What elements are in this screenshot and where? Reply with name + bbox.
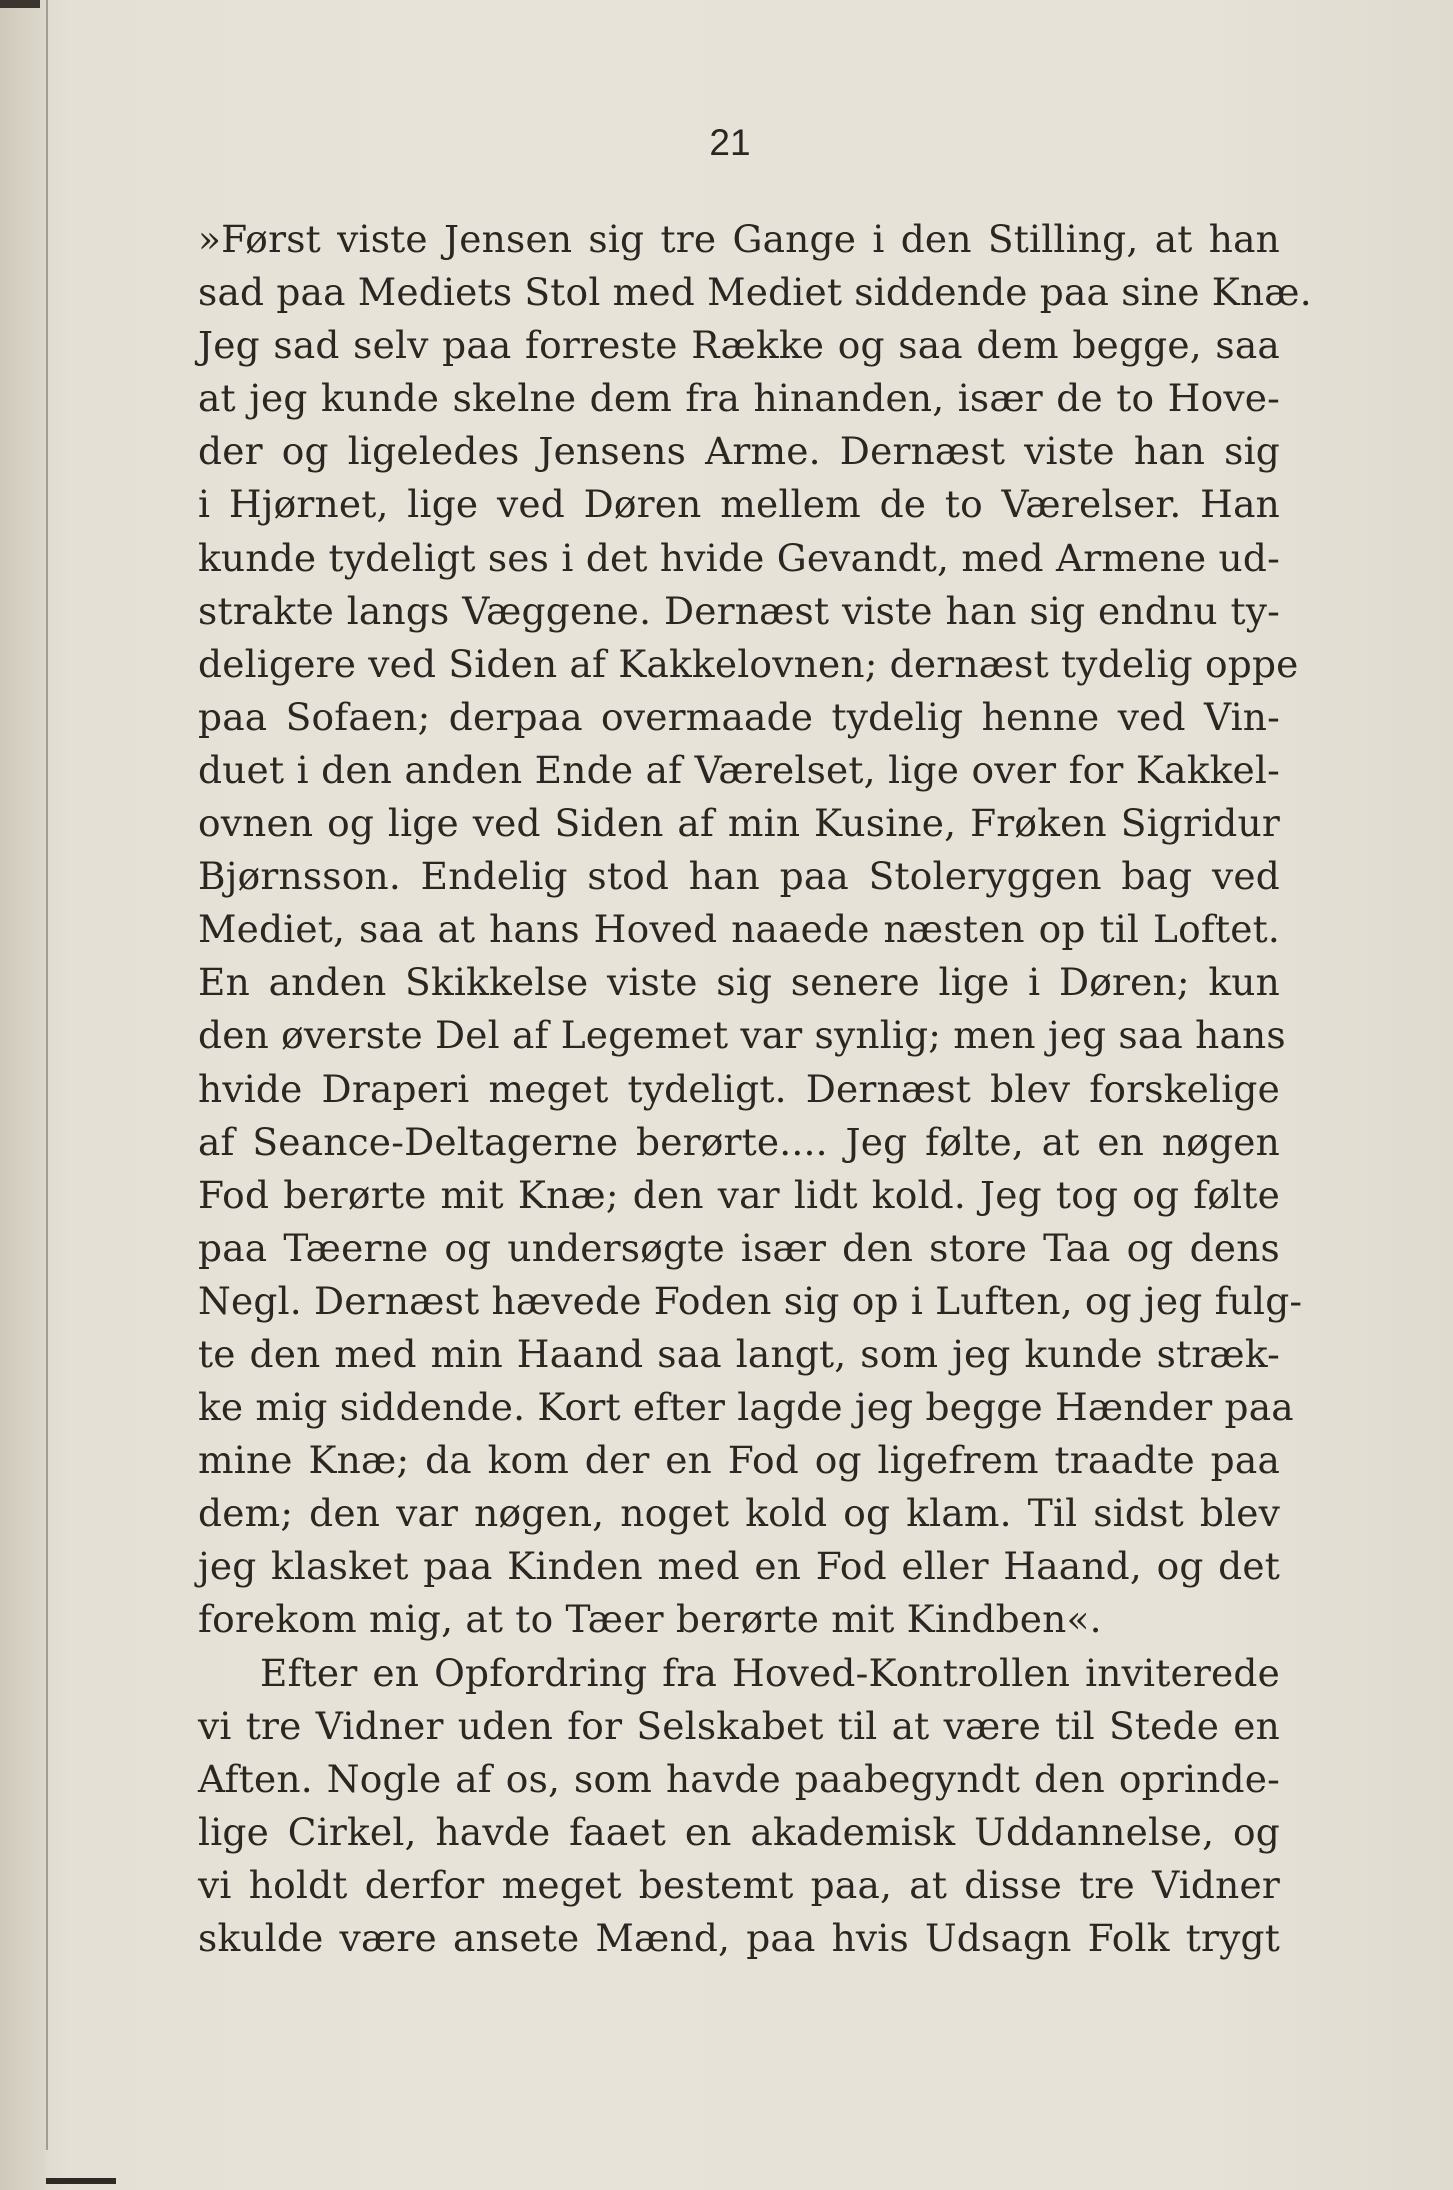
- text-line: af Seance-Deltagerne berørte.... Jeg følte, at en nøgen: [198, 1119, 1280, 1164]
- text-line: paa Tæerne og undersøgte især den store Taa og dens: [198, 1225, 1280, 1270]
- binding-shadow: [0, 0, 46, 2190]
- text-line: kunde tydeligt ses i det hvide Gevandt, med Armene ud-: [198, 535, 1280, 580]
- text-line: vi holdt derfor meget bestemt paa, at disse tre Vidner: [198, 1862, 1280, 1907]
- page-number: 21: [709, 122, 751, 163]
- text-line: deligere ved Siden af Kakkelovnen; dernæst tydelig oppe: [198, 641, 1299, 686]
- text-line: Aften. Nogle af os, som havde paabegyndt den oprinde-: [198, 1756, 1280, 1801]
- text-line: Fod berørte mit Knæ; den var lidt kold. Jeg tog og følte: [198, 1172, 1280, 1217]
- text-line: jeg klasket paa Kinden med en Fod eller Haand, og det: [198, 1544, 1280, 1589]
- text-line: duet i den anden Ende af Værelset, lige over for Kakkel-: [198, 747, 1280, 792]
- paragraph-start-line: Efter en Opfordring fra Hoved-Kontrollen inviterede: [260, 1650, 1280, 1695]
- text-line: te den med min Haand saa langt, som jeg kunde stræk-: [198, 1331, 1280, 1376]
- text-line: dem; den var nøgen, noget kold og klam. Til sidst blev: [198, 1491, 1280, 1536]
- text-line: En anden Skikkelse viste sig senere lige i Døren; kun: [198, 960, 1280, 1005]
- text-line: Jeg sad selv paa forreste Række og saa dem begge, saa: [198, 323, 1280, 368]
- text-line: strakte langs Væggene. Dernæst viste han sig endnu ty-: [198, 588, 1280, 633]
- text-line: paa Sofaen; derpaa overmaade tydelig henne ved Vin-: [198, 694, 1280, 739]
- body-text: [198, 213, 1312, 1965]
- text-line: »Først viste Jensen sig tre Gange i den Stilling, at han: [198, 217, 1280, 261]
- binding-edge: [46, 0, 48, 2150]
- text-line: mine Knæ; da kom der en Fod og ligefrem traadte paa: [198, 1438, 1280, 1483]
- text-line: Negl. Dernæst hævede Foden sig op i Luften, og jeg fulg-: [198, 1278, 1303, 1323]
- text-line: vi tre Vidner uden for Selskabet til at være til Stede en: [198, 1703, 1280, 1748]
- text-line: den øverste Del af Legemet var synlig; men jeg saa hans: [198, 1013, 1286, 1058]
- text-line: sad paa Mediets Stol med Mediet siddende paa sine Knæ.: [198, 270, 1312, 315]
- corner-mark: [0, 0, 40, 8]
- bottom-mark: [46, 2178, 116, 2184]
- text-line: lige Cirkel, havde faaet en akademisk Uddannelse, og: [198, 1809, 1280, 1854]
- paragraph-end-line: forekom mig, at to Tæer berørte mit Kindben«.: [198, 1597, 1102, 1642]
- text-line: der og ligeledes Jensens Arme. Dernæst viste han sig: [198, 429, 1280, 474]
- text-line: Bjørnsson. Endelig stod han paa Stoleryggen bag ved: [198, 854, 1280, 899]
- text-line: at jeg kunde skelne dem fra hinanden, især de to Hove-: [198, 376, 1280, 421]
- text-line: skulde være ansete Mænd, paa hvis Udsagn Folk trygt: [198, 1916, 1280, 1960]
- text-line: ke mig siddende. Kort efter lagde jeg begge Hænder paa: [198, 1385, 1294, 1430]
- text-line: ovnen og lige ved Siden af min Kusine, Frøken Sigridur: [198, 801, 1280, 846]
- text-line: i Hjørnet, lige ved Døren mellem de to Værelser. Han: [198, 482, 1280, 527]
- text-line: hvide Draperi meget tydeligt. Dernæst blev forskelige: [198, 1066, 1280, 1111]
- text-line: Mediet, saa at hans Hoved naaede næsten op til Loftet.: [198, 907, 1280, 952]
